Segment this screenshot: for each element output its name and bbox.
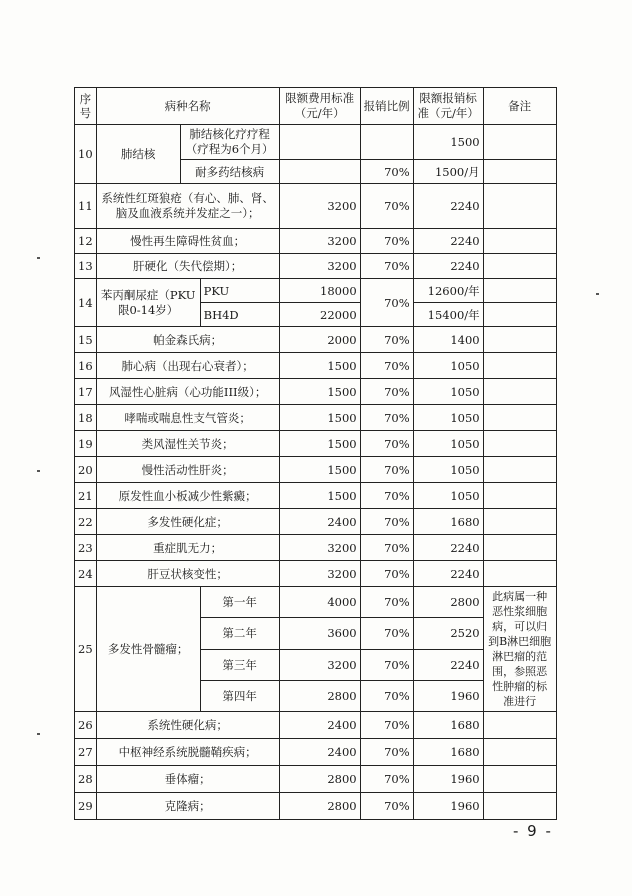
row-disease-name: 肝硬化（失代偿期）； [96, 254, 279, 279]
row-seq: 18 [75, 405, 97, 431]
row-sub-item: 耐多药结核病 [180, 160, 279, 184]
table-row [75, 587, 557, 618]
row-ratio: 70% [360, 649, 413, 680]
row-disease-name: 多发性硬化症； [96, 509, 279, 535]
row-disease-name: 苯丙酮尿症（PKU限0-14岁） [96, 279, 200, 327]
row-ratio: 70% [360, 405, 413, 431]
row-year-label: 第四年 [200, 680, 279, 711]
row-ratio: 70% [360, 160, 413, 184]
row-ratio: 70% [360, 680, 413, 711]
row-note [483, 303, 556, 327]
scan-speck [37, 257, 40, 259]
row-reimb: 2240 [413, 254, 483, 279]
row-reimb: 1680 [413, 509, 483, 535]
row-reimb: 1680 [413, 712, 483, 739]
row-disease-name: 原发性血小板减少性紫癜； [96, 483, 279, 509]
row-ratio: 70% [360, 254, 413, 279]
row-ratio: 70% [360, 457, 413, 483]
row-seq: 12 [75, 229, 97, 254]
row-note [483, 125, 556, 160]
row-limit: 22000 [279, 303, 360, 327]
table-row [75, 125, 557, 160]
col-header-seq: 序 号 [75, 88, 97, 125]
row-limit: 3200 [279, 561, 360, 587]
row-reimb: 1050 [413, 431, 483, 457]
row-reimb: 2800 [413, 587, 483, 618]
row-limit: 1500 [279, 353, 360, 379]
row-ratio: 70% [360, 561, 413, 587]
table-header-row [75, 88, 557, 125]
row-limit: 3200 [279, 254, 360, 279]
row-reimb: 2240 [413, 535, 483, 561]
row-disease-name: 系统性红斑狼疮（有心、肺、肾、脑及血液系统并发症之一）； [96, 184, 279, 229]
row-reimb: 1500 [413, 125, 483, 160]
disease-reimbursement-table [74, 87, 557, 820]
row-ratio: 70% [360, 327, 413, 353]
row-note [483, 793, 556, 820]
row-ratio: 70% [360, 431, 413, 457]
row-disease-name: 肺结核 [96, 125, 180, 184]
row-reimb: 1050 [413, 483, 483, 509]
row-limit: 3200 [279, 535, 360, 561]
row-seq: 17 [75, 379, 97, 405]
row-disease-name: 系统性硬化病； [96, 712, 279, 739]
row-limit: 2800 [279, 793, 360, 820]
row-seq: 28 [75, 766, 97, 793]
row-limit: 3200 [279, 649, 360, 680]
col-header-disease: 病种名称 [96, 88, 279, 125]
row-seq: 26 [75, 712, 97, 739]
table-row [75, 353, 557, 379]
row-note [483, 739, 556, 766]
row-limit: 2400 [279, 739, 360, 766]
row-seq: 15 [75, 327, 97, 353]
row-reimb: 1050 [413, 457, 483, 483]
row-reimb: 15400/年 [413, 303, 483, 327]
row-sub-item: 肺结核化疗疗程（疗程为6个月） [180, 125, 279, 160]
table-row [75, 535, 557, 561]
row-disease-name: 风湿性心脏病（心功能III级）； [96, 379, 279, 405]
row-ratio [360, 125, 413, 160]
row-seq: 23 [75, 535, 97, 561]
table-row [75, 254, 557, 279]
row-limit: 2400 [279, 509, 360, 535]
row-note [483, 254, 556, 279]
row-limit: 1500 [279, 379, 360, 405]
row-reimb: 1400 [413, 327, 483, 353]
row-limit: 2000 [279, 327, 360, 353]
row-seq: 19 [75, 431, 97, 457]
row-limit: 4000 [279, 587, 360, 618]
row-note [483, 327, 556, 353]
row-ratio: 70% [360, 793, 413, 820]
table-row [75, 483, 557, 509]
row-sub-item: PKU [200, 279, 279, 303]
col-header-limit: 限额费用标准（元/年） [279, 88, 360, 125]
row-seq: 16 [75, 353, 97, 379]
scan-speck [37, 470, 40, 472]
row-note [483, 535, 556, 561]
row-ratio: 70% [360, 279, 413, 327]
row-limit [279, 160, 360, 184]
row-note [483, 405, 556, 431]
row-disease-name: 重症肌无力； [96, 535, 279, 561]
row-note: 此病属一种恶性浆细胞病，可以归到B淋巴细胞淋巴瘤的范围，参照恶性肿瘤的标准进行 [483, 587, 556, 712]
row-reimb: 1960 [413, 680, 483, 711]
row-ratio: 70% [360, 184, 413, 229]
table-row [75, 405, 557, 431]
row-ratio: 70% [360, 712, 413, 739]
table-row [75, 712, 557, 739]
table-row [75, 379, 557, 405]
row-reimb: 1050 [413, 353, 483, 379]
table-row [75, 229, 557, 254]
row-limit: 1500 [279, 483, 360, 509]
row-limit: 3200 [279, 229, 360, 254]
col-header-reimb: 限额报销标准（元/年） [413, 88, 483, 125]
row-ratio: 70% [360, 353, 413, 379]
row-reimb: 2520 [413, 618, 483, 649]
row-note [483, 229, 556, 254]
row-disease-name: 中枢神经系统脱髓鞘疾病； [96, 739, 279, 766]
table-row [75, 739, 557, 766]
row-seq: 27 [75, 739, 97, 766]
row-limit: 1500 [279, 457, 360, 483]
row-note [483, 712, 556, 739]
row-year-label: 第二年 [200, 618, 279, 649]
row-limit [279, 125, 360, 160]
row-reimb: 2240 [413, 649, 483, 680]
row-ratio: 70% [360, 587, 413, 618]
scan-speck [37, 733, 40, 735]
row-note [483, 483, 556, 509]
row-seq: 24 [75, 561, 97, 587]
row-limit: 1500 [279, 405, 360, 431]
table-row [75, 561, 557, 587]
row-seq: 13 [75, 254, 97, 279]
row-disease-name: 肝豆状核变性； [96, 561, 279, 587]
row-disease-name: 慢性再生障碍性贫血； [96, 229, 279, 254]
row-reimb: 1960 [413, 793, 483, 820]
row-limit: 3200 [279, 184, 360, 229]
row-seq: 22 [75, 509, 97, 535]
row-reimb: 2240 [413, 561, 483, 587]
row-disease-name: 克隆病； [96, 793, 279, 820]
row-reimb: 12600/年 [413, 279, 483, 303]
row-note [483, 431, 556, 457]
row-ratio: 70% [360, 229, 413, 254]
row-note [483, 457, 556, 483]
row-reimb: 1960 [413, 766, 483, 793]
row-disease-name: 肺心病（出现右心衰者）； [96, 353, 279, 379]
row-reimb: 1050 [413, 379, 483, 405]
row-seq: 21 [75, 483, 97, 509]
row-note [483, 766, 556, 793]
row-ratio: 70% [360, 535, 413, 561]
table-row [75, 279, 557, 303]
row-disease-name: 多发性骨髓瘤； [96, 587, 200, 712]
row-limit: 2400 [279, 712, 360, 739]
row-reimb: 2240 [413, 229, 483, 254]
row-note [483, 184, 556, 229]
table-row [75, 766, 557, 793]
table-row [75, 457, 557, 483]
scan-speck [596, 293, 599, 295]
row-reimb: 1050 [413, 405, 483, 431]
row-seq: 29 [75, 793, 97, 820]
row-reimb: 1500/月 [413, 160, 483, 184]
row-limit: 2800 [279, 680, 360, 711]
row-seq: 25 [75, 587, 97, 712]
table-row [75, 431, 557, 457]
row-reimb: 1680 [413, 739, 483, 766]
col-header-ratio: 报销比例 [360, 88, 413, 125]
row-seq: 11 [75, 184, 97, 229]
table-row [75, 509, 557, 535]
row-seq: 20 [75, 457, 97, 483]
row-disease-name: 慢性活动性肝炎； [96, 457, 279, 483]
row-year-label: 第一年 [200, 587, 279, 618]
row-seq: 14 [75, 279, 97, 327]
col-header-note: 备注 [483, 88, 556, 125]
row-limit: 18000 [279, 279, 360, 303]
row-limit: 2800 [279, 766, 360, 793]
row-seq: 10 [75, 125, 97, 184]
row-note [483, 160, 556, 184]
row-ratio: 70% [360, 483, 413, 509]
row-ratio: 70% [360, 766, 413, 793]
row-ratio: 70% [360, 618, 413, 649]
row-reimb: 2240 [413, 184, 483, 229]
row-sub-item: BH4D [200, 303, 279, 327]
row-disease-name: 帕金森氏病； [96, 327, 279, 353]
row-year-label: 第三年 [200, 649, 279, 680]
row-limit: 1500 [279, 431, 360, 457]
page-number: - 9 - [513, 822, 553, 840]
row-ratio: 70% [360, 379, 413, 405]
table-row [75, 793, 557, 820]
row-note [483, 561, 556, 587]
row-note [483, 353, 556, 379]
row-ratio: 70% [360, 739, 413, 766]
row-note [483, 379, 556, 405]
row-disease-name: 类风湿性关节炎； [96, 431, 279, 457]
row-limit: 3600 [279, 618, 360, 649]
row-disease-name: 垂体瘤； [96, 766, 279, 793]
table-row [75, 327, 557, 353]
row-ratio: 70% [360, 509, 413, 535]
row-note [483, 509, 556, 535]
row-disease-name: 哮喘或喘息性支气管炎； [96, 405, 279, 431]
row-note [483, 279, 556, 303]
table-row [75, 184, 557, 229]
